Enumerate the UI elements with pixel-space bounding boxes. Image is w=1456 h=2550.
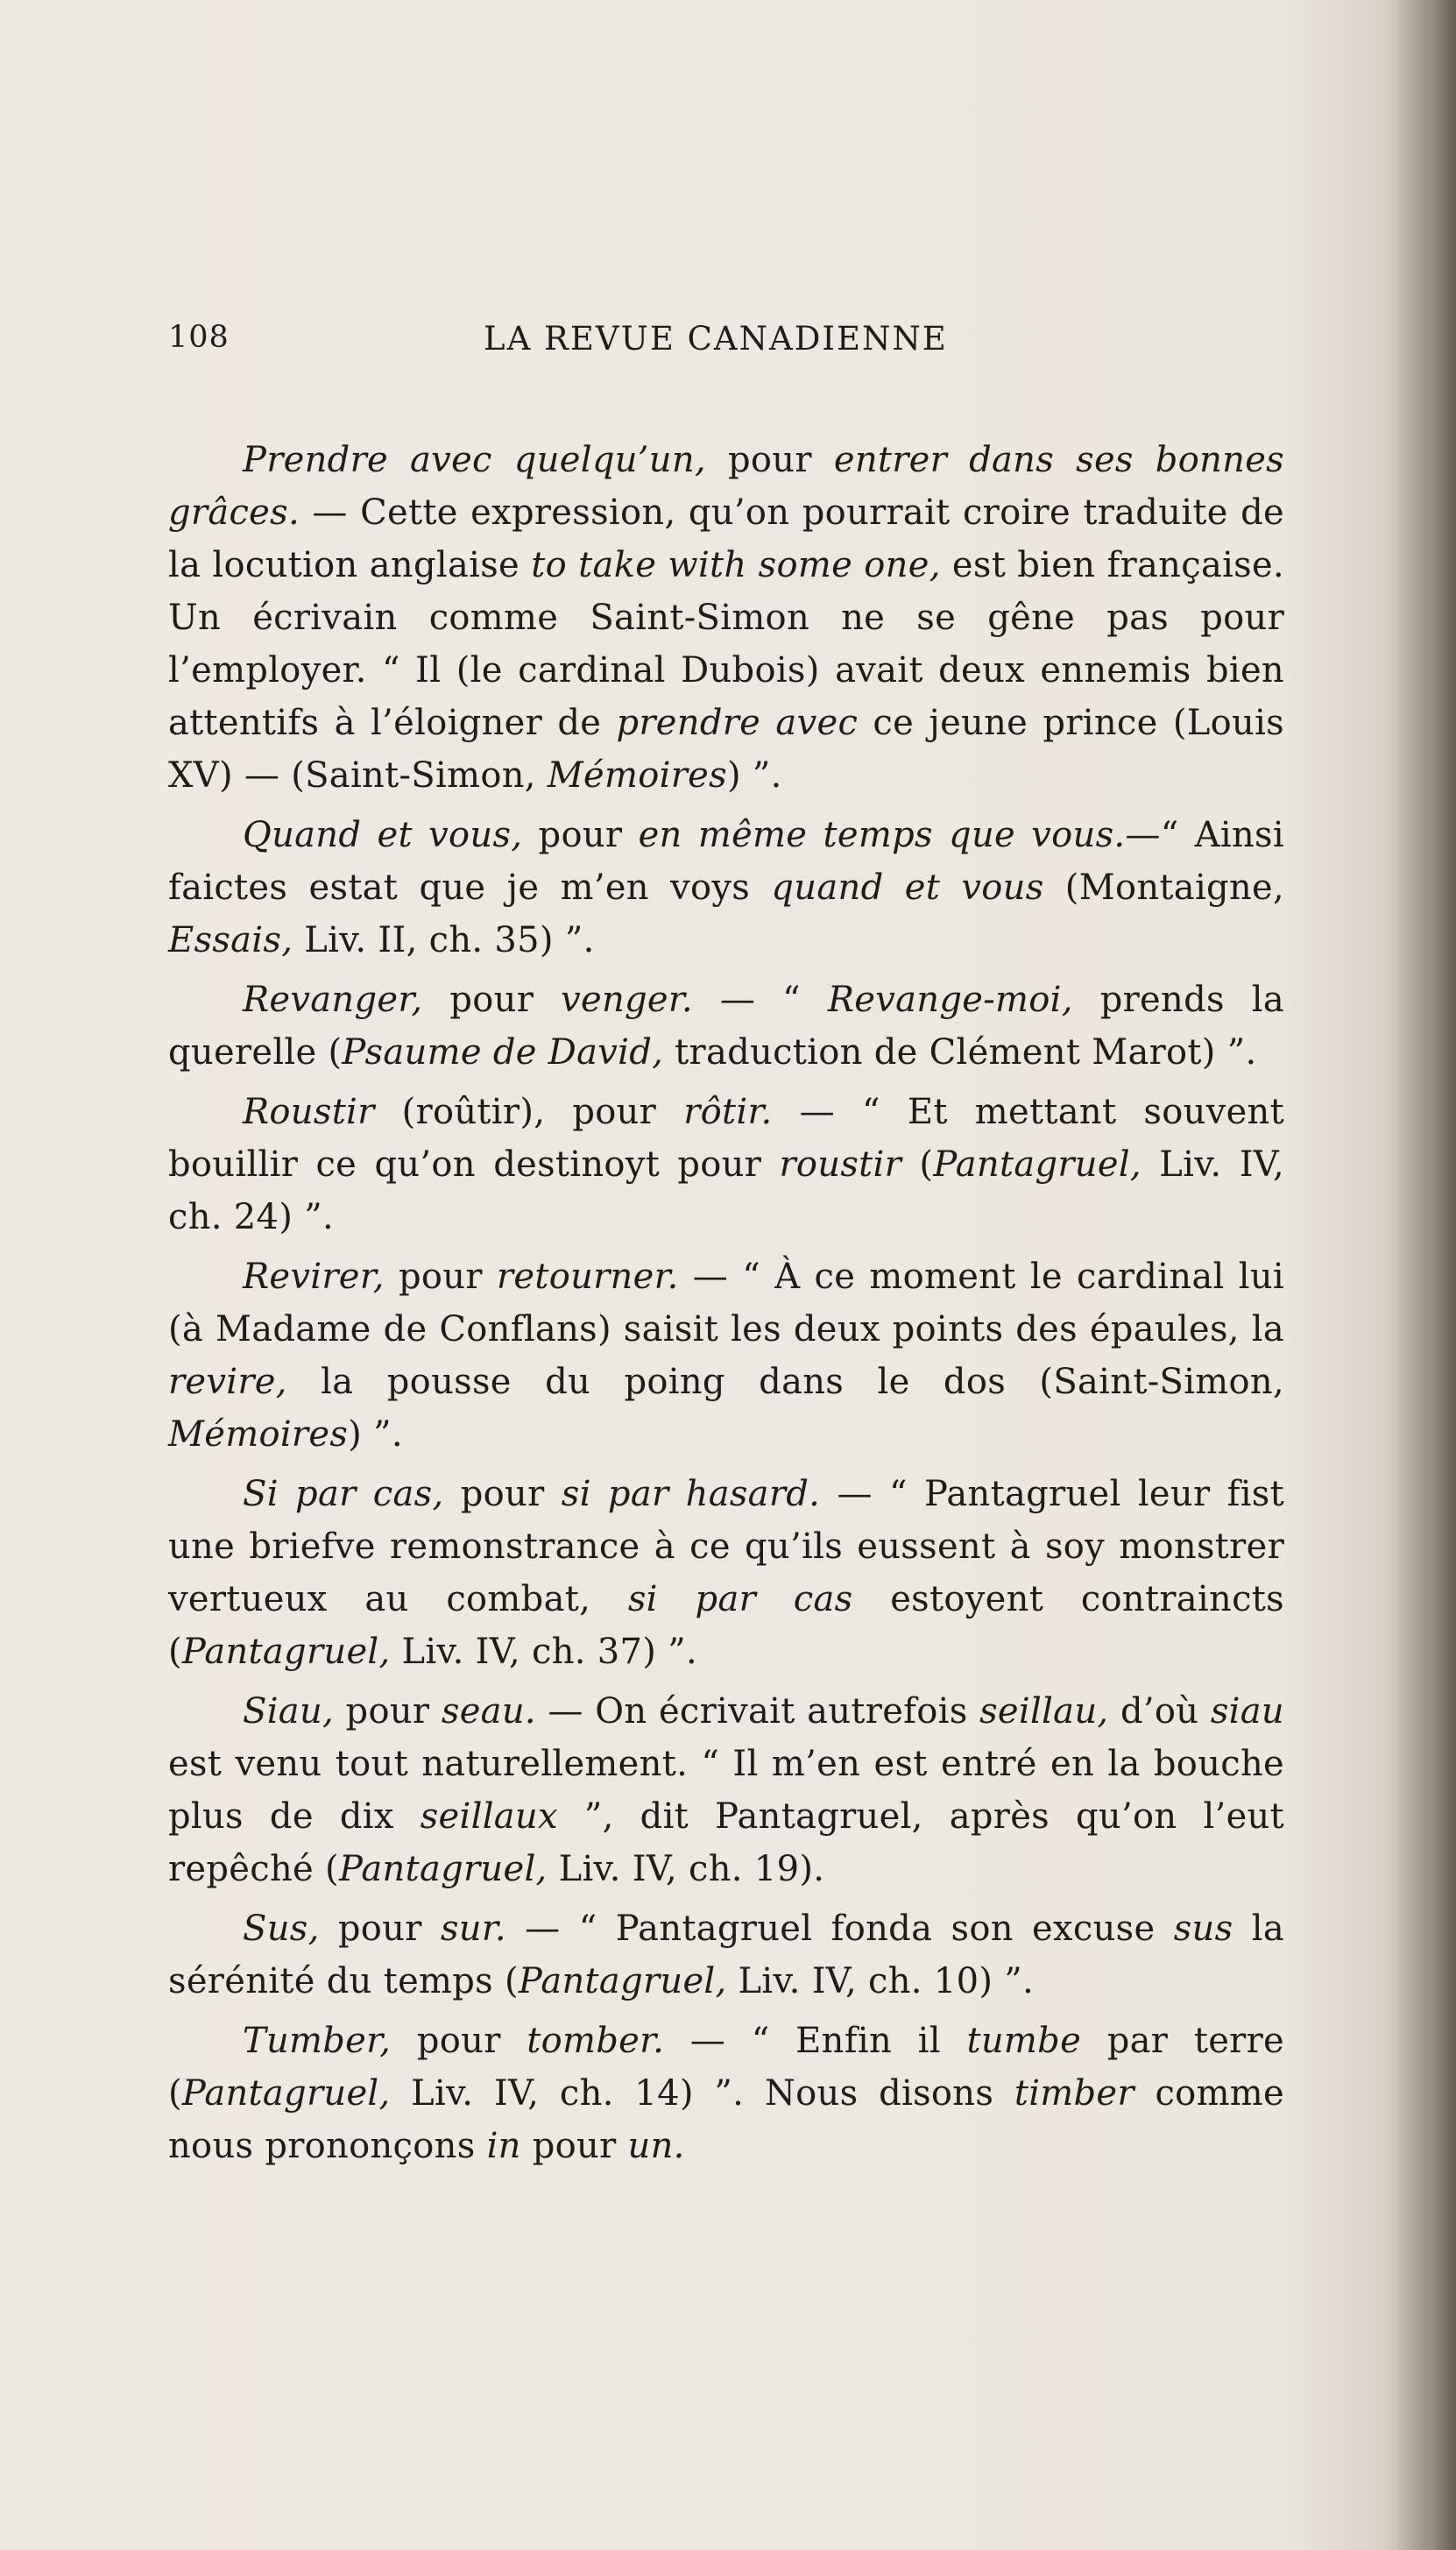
text-run: pour <box>334 1691 442 1732</box>
italic-text: Siau, <box>243 1691 335 1732</box>
italic-text: tumbe <box>966 2021 1082 2061</box>
italic-text: Tumber, <box>243 2021 392 2061</box>
italic-text: sur. <box>440 1909 506 1949</box>
italic-text: Revirer, <box>243 1257 385 1297</box>
text-run: pour <box>522 815 639 855</box>
text-run: pour <box>705 440 834 480</box>
paragraph <box>168 434 1284 802</box>
italic-text: Quand et vous, <box>243 815 523 855</box>
text-run: par terre ( <box>168 2021 1284 2114</box>
text-run: — “ Et mettant souvent bouillir ce qu’on destinoyt pour <box>168 1092 1284 1185</box>
text-run: Liv. II, ch. 35) ”. <box>293 920 595 960</box>
text-run: pour <box>391 2021 527 2061</box>
italic-text: seillaux <box>420 1796 558 1837</box>
text-run: traduction de Clément Marot) ”. <box>663 1032 1257 1073</box>
italic-text: in <box>486 2126 521 2166</box>
page-body <box>168 434 1284 2179</box>
italic-text: tomber. <box>527 2021 665 2061</box>
text-run: ce jeune prince (Louis XV) — (Saint-Simon, <box>168 703 1285 796</box>
italic-text: retourner. <box>496 1257 679 1297</box>
paragraph <box>168 1250 1284 1461</box>
paragraph <box>168 1468 1284 1678</box>
text-run: — On écrivait autrefois <box>535 1691 980 1732</box>
text-run: (roûtir), pour <box>374 1092 684 1132</box>
text-run: Liv. IV, ch. 10) ”. <box>726 1961 1034 2001</box>
text-run: — “ Pantagruel fonda son excuse <box>505 1909 1174 1949</box>
italic-text: prendre avec <box>616 703 859 743</box>
paragraph <box>168 974 1284 1079</box>
text-run: — “ Pantagruel leur fist une briefve remonstrance à ce qu’ils eussent à soy monstrer vertueux au combat, <box>168 1474 1285 1619</box>
italic-text: Revange-moi, <box>827 980 1073 1020</box>
italic-text: entrer dans ses bonnes grâces. <box>168 440 1285 533</box>
text-run: Liv. IV, ch. 19). <box>547 1849 825 1889</box>
text-run: pour <box>384 1257 497 1297</box>
text-run: pour <box>520 2126 628 2166</box>
italic-text: siau <box>1210 1691 1284 1732</box>
italic-text: Roustir <box>243 1092 375 1132</box>
text-run: prends la querelle ( <box>168 980 1284 1073</box>
italic-text: Mémoires <box>547 755 727 796</box>
text-run: Liv. IV, ch. 14) ”. Nous disons <box>390 2073 1014 2114</box>
text-run: pour <box>443 1474 562 1514</box>
text-run: — “ À ce moment le cardinal lui (à Madame de Conflans) saisit les deux points des épaules, la <box>168 1257 1284 1349</box>
text-run: (Montaigne, <box>1043 868 1284 908</box>
italic-text: Pantagruel, <box>518 1961 727 2001</box>
text-run: pour <box>319 1909 441 1949</box>
text-run: la sérénité du temps ( <box>168 1909 1284 2001</box>
paragraph <box>168 1685 1284 1895</box>
text-run: Liv. IV, ch. 24) ”. <box>168 1144 1285 1237</box>
text-run: ) ”. <box>726 755 782 796</box>
spine-shadow <box>1395 0 1456 2550</box>
text-run: — “ Enfin il <box>664 2021 967 2061</box>
text-run: — “ <box>692 980 828 1020</box>
italic-text: Prendre avec quelqu’un, <box>243 440 706 480</box>
italic-text: Pantagruel, <box>181 2073 391 2114</box>
italic-text: si par cas <box>627 1579 853 1619</box>
italic-text: si par hasard. <box>561 1474 821 1514</box>
italic-text: venger. <box>561 980 693 1020</box>
italic-text: to take with some one, <box>531 545 941 585</box>
text-run: — Cette expression, qu’on pourrait croire traduite de la locution anglaise <box>168 492 1284 585</box>
italic-text: Mémoires <box>168 1414 349 1455</box>
italic-text: quand et vous <box>771 868 1044 908</box>
italic-text: Psaume de David, <box>342 1032 664 1073</box>
text-run: est venu tout naturellement. “ Il m’en est entré en la bouche plus de dix <box>168 1744 1284 1837</box>
paragraph <box>168 2015 1284 2172</box>
italic-text: rôtir. <box>683 1092 773 1132</box>
italic-text: Pantagruel, <box>933 1144 1141 1185</box>
italic-text: Sus, <box>243 1909 320 1949</box>
text-run: estoyent contraincts ( <box>168 1579 1284 1672</box>
text-run: ) ”. <box>348 1414 403 1455</box>
italic-text: Essais, <box>168 920 293 960</box>
italic-text: Si par cas, <box>243 1474 444 1514</box>
paragraph <box>168 809 1284 967</box>
text-run: la pousse du poing dans le dos (Saint-Simon, <box>286 1362 1284 1402</box>
italic-text: timber <box>1014 2073 1134 2114</box>
italic-text: Pantagruel, <box>338 1849 548 1889</box>
running-title: LA REVUE CANADIENNE <box>484 320 948 358</box>
italic-text: roustir <box>779 1144 902 1185</box>
text-run: est bien française. Un écrivain comme Saint-Simon ne se gêne pas pour l’employer. “ Il (le cardinal Dubois) avait deux ennemis bien attentifs à l’éloigner de <box>168 545 1284 743</box>
text-run: d’où <box>1108 1691 1211 1732</box>
paragraph <box>168 1902 1284 2008</box>
italic-text: revire, <box>168 1362 287 1402</box>
italic-text: un. <box>627 2126 685 2166</box>
text-run: —“ Ainsi faictes estat que je m’en voys <box>168 815 1284 908</box>
page-number: 108 <box>168 320 230 355</box>
text-run: ”, dit Pantagruel, après qu’on l’eut repêché ( <box>168 1796 1284 1889</box>
paragraph <box>168 1086 1284 1243</box>
running-head <box>168 320 1298 372</box>
italic-text: seau. <box>441 1691 536 1732</box>
italic-text: en même temps que vous. <box>638 815 1126 855</box>
italic-text: Pantagruel, <box>181 1632 391 1672</box>
italic-text: Revanger, <box>243 980 423 1020</box>
italic-text: sus <box>1173 1909 1233 1949</box>
text-run: ( <box>901 1144 934 1185</box>
text-run: Liv. IV, ch. 37) ”. <box>390 1632 697 1672</box>
text-run: pour <box>422 980 562 1020</box>
italic-text: seillau, <box>979 1691 1109 1732</box>
text-run: comme nous prononçons <box>168 2073 1284 2166</box>
